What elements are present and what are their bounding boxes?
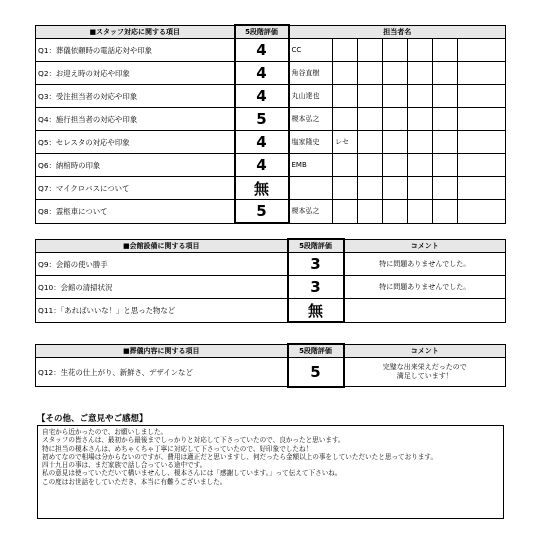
staff-name (458, 108, 506, 131)
score-value: 4 (235, 85, 289, 108)
staff-name (408, 62, 433, 85)
staff-name: 榎本弘之 (289, 108, 333, 131)
funeral-item-header: ■葬儀内容に関する項目 (36, 344, 288, 358)
score-value: 5 (235, 200, 289, 224)
comment-cell: 特に問題ありませんでした。 (344, 276, 506, 299)
score-value: 5 (288, 358, 344, 387)
staff-name (383, 200, 408, 224)
score-value: 5 (235, 108, 289, 131)
question-label: Q6：納棺時の印象 (36, 154, 235, 177)
staff-name: レセ (333, 131, 358, 154)
staff-name (433, 62, 458, 85)
staff-name (333, 177, 358, 200)
table-row (36, 358, 506, 387)
staff-name (433, 39, 458, 62)
staff-score-header: 5段階評価 (235, 25, 289, 39)
staff-name (408, 131, 433, 154)
staff-name (358, 200, 383, 224)
staff-name (433, 108, 458, 131)
staff-name (433, 177, 458, 200)
table-row (36, 200, 506, 224)
staff-name (333, 39, 358, 62)
staff-name (333, 62, 358, 85)
comment-cell: 特に問題ありませんでした。 (344, 253, 506, 276)
question-label: Q10：会館の清掃状況 (36, 276, 288, 299)
funeral-comment-header: コメント (344, 344, 506, 358)
staff-name: 角谷直樹 (289, 62, 333, 85)
staff-name (358, 154, 383, 177)
table-row (36, 154, 506, 177)
comment-line: 私の意見は使っていただいて構いませんし、榎本さんには「感謝しています。」って伝えて下さいね。 (42, 469, 342, 478)
score-value: 4 (235, 154, 289, 177)
staff-name (358, 85, 383, 108)
staff-name: 榎本弘之 (289, 200, 333, 224)
staff-name (408, 85, 433, 108)
staff-name (458, 154, 506, 177)
table-row (36, 108, 506, 131)
staff-name (358, 177, 383, 200)
funeral-score-header: 5段階評価 (288, 344, 344, 358)
staff-name (458, 131, 506, 154)
staff-name: 丸山達也 (289, 85, 333, 108)
staff-name (408, 39, 433, 62)
comment-line: この度はお世話をしていただき、本当に有難うございました。 (42, 477, 227, 486)
comment-line: 初めてなので相場は分からないのですが、費用は適正だと思いますし、何だったら金額以上の事をしていただいたと思っております。 (42, 452, 438, 461)
question-label: Q11：「あればいいな！」と思った物など (36, 299, 288, 323)
staff-name (433, 131, 458, 154)
staff-name (333, 154, 358, 177)
comment-line: 特に担当の榎本さんは、めちゃくちゃ丁寧に対応して下さっていたので、好印象でしたね！ (42, 444, 313, 453)
table-row (36, 299, 506, 323)
facility-comment-header: コメント (344, 239, 506, 253)
staff-name (289, 177, 333, 200)
staff-name (333, 85, 358, 108)
staff-name: CC (289, 39, 333, 62)
table-row (36, 62, 506, 85)
staff-name (358, 39, 383, 62)
staff-name (383, 177, 408, 200)
question-label: Q5：セレスタの対応や印象 (36, 131, 235, 154)
staff-name (458, 39, 506, 62)
question-label: Q1：葬儀依頼時の電話応対や印象 (36, 39, 235, 62)
staff-name (433, 154, 458, 177)
staff-name (458, 85, 506, 108)
question-label: Q7：マイクロバスについて (36, 177, 235, 200)
staff-name (383, 108, 408, 131)
score-value: 3 (288, 276, 344, 299)
staff-name: 塩家隆史 (289, 131, 333, 154)
score-value: 無 (288, 299, 344, 323)
score-value: 無 (235, 177, 289, 200)
staff-name (383, 85, 408, 108)
comment-line: スタッフの皆さんは、最初から最後までしっかりと対応して下さっていたので、良かったと思います。 (42, 436, 345, 445)
staff-name (358, 131, 383, 154)
other-comments-box (37, 425, 504, 519)
staff-name (458, 177, 506, 200)
score-value: 3 (288, 253, 344, 276)
score-value: 4 (235, 131, 289, 154)
question-label: Q8：霊柩車について (36, 200, 235, 224)
staff-evaluation-table (35, 24, 506, 224)
table-row (36, 39, 506, 62)
facility-score-header: 5段階評価 (288, 239, 344, 253)
comment-line: 完璧な出来栄えだったので (382, 363, 467, 371)
table-row (36, 131, 506, 154)
facility-item-header: ■会館設備に関する項目 (36, 239, 288, 253)
comment-line: 自宅から近かったので、お願いしました。 (42, 428, 168, 436)
question-label: Q4：施行担当者の対応や印象 (36, 108, 235, 131)
funeral-evaluation-table (35, 343, 506, 388)
staff-name (383, 154, 408, 177)
staff-name (383, 131, 408, 154)
staff-name (408, 200, 433, 224)
staff-name (408, 154, 433, 177)
question-label: Q12：生花の仕上がり、新鮮さ、デザインなど (36, 358, 288, 387)
staff-name (408, 108, 433, 131)
staff-name (383, 39, 408, 62)
staff-name-header: 担当者名 (289, 25, 506, 39)
question-label: Q3：受注担当者の対応や印象 (36, 85, 235, 108)
table-row (36, 253, 506, 276)
score-value: 4 (235, 39, 289, 62)
staff-name (358, 108, 383, 131)
table-row (36, 276, 506, 299)
staff-name (333, 108, 358, 131)
comment-line: 満足しています！ (396, 372, 453, 380)
staff-name (433, 85, 458, 108)
staff-name (358, 62, 383, 85)
comment-cell (344, 358, 506, 387)
staff-item-header: ■スタッフ対応に関する項目 (36, 25, 235, 39)
table-row (36, 177, 506, 200)
question-label: Q2：お迎え時の対応や印象 (36, 62, 235, 85)
facility-evaluation-table (35, 238, 506, 323)
score-value: 4 (235, 62, 289, 85)
staff-name (333, 200, 358, 224)
staff-name (383, 62, 408, 85)
comment-line: 四十九日の事は、まだ家族で話し合っている途中です。 (42, 461, 207, 470)
staff-name: EMB (289, 154, 333, 177)
question-label: Q9：会館の使い勝手 (36, 253, 288, 276)
other-section-title: 【その他、ご意見やご感想】 (37, 414, 148, 424)
table-row (36, 85, 506, 108)
comment-cell (344, 299, 506, 323)
staff-name (408, 177, 433, 200)
staff-name (458, 200, 506, 224)
staff-name (433, 200, 458, 224)
staff-name (458, 62, 506, 85)
